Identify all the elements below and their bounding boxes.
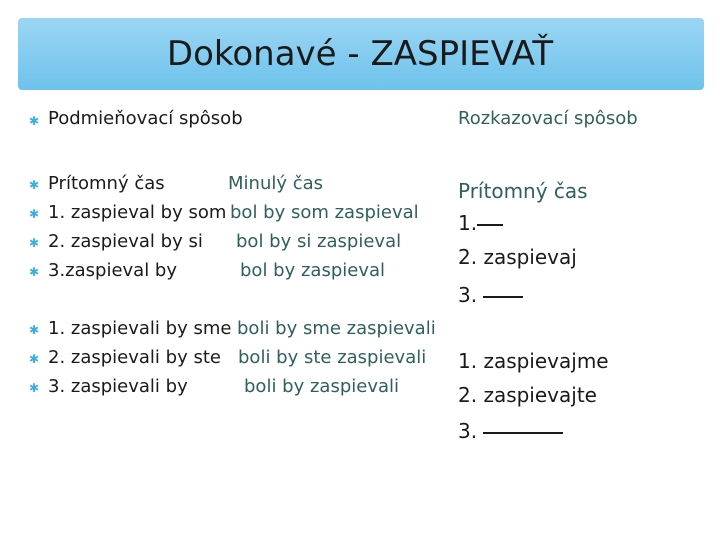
plural-present-row: 1. zaspievali by sme xyxy=(48,318,232,339)
plural-present-row: 2. zaspievali by ste xyxy=(48,347,221,368)
plural-present-row: 3. zaspievali by xyxy=(48,376,188,397)
past-row: bol by si zaspieval xyxy=(236,231,402,252)
blank-line xyxy=(483,432,563,434)
imperative-row: 1. zaspievajme xyxy=(458,349,609,373)
past-row: bol by som zaspieval xyxy=(230,202,419,223)
imperative-row: 2. zaspievaj xyxy=(458,245,577,269)
blank-line xyxy=(477,224,503,226)
plural-past-row: boli by sme zaspievali xyxy=(237,318,436,339)
bullet-icon: ✱ xyxy=(29,178,40,192)
present-row: 2. zaspieval by si xyxy=(48,231,203,252)
past-row: bol by zaspieval xyxy=(240,260,386,281)
bullet-icon: ✱ xyxy=(29,236,40,250)
left-heading: Podmieňovací spôsob xyxy=(48,108,243,129)
bullet-icon: ✱ xyxy=(29,352,40,366)
bullet-icon: ✱ xyxy=(29,323,40,337)
imperative-row xyxy=(458,284,523,306)
present-row: 1. zaspieval by som xyxy=(48,202,227,223)
imperative-row xyxy=(458,420,563,442)
past-row: Minulý čas xyxy=(228,173,324,194)
blank-line xyxy=(483,296,523,298)
bullet-icon: ✱ xyxy=(29,265,40,279)
slide-title: Dokonavé - ZASPIEVAŤ xyxy=(166,34,554,74)
imperative-sg1: 1. xyxy=(458,211,478,235)
present-row: Prítomný čas xyxy=(48,173,165,194)
plural-past-row: boli by ste zaspievali xyxy=(238,347,427,368)
bullet-icon: ✱ xyxy=(29,381,40,395)
present-row: 3.zaspieval by xyxy=(48,260,178,281)
imperative-sg3: 3. xyxy=(458,283,478,307)
imperative-tense: Prítomný čas xyxy=(458,179,588,203)
right-heading: Rozkazovací spôsob xyxy=(458,108,638,129)
plural-past-row: boli by zaspievali xyxy=(244,376,400,397)
bullet-icon: ✱ xyxy=(29,207,40,221)
imperative-row xyxy=(458,212,503,234)
bullet-icon: ✱ xyxy=(29,114,40,128)
imperative-pl3: 3. xyxy=(458,419,478,443)
imperative-row: 2. zaspievajte xyxy=(458,383,597,407)
